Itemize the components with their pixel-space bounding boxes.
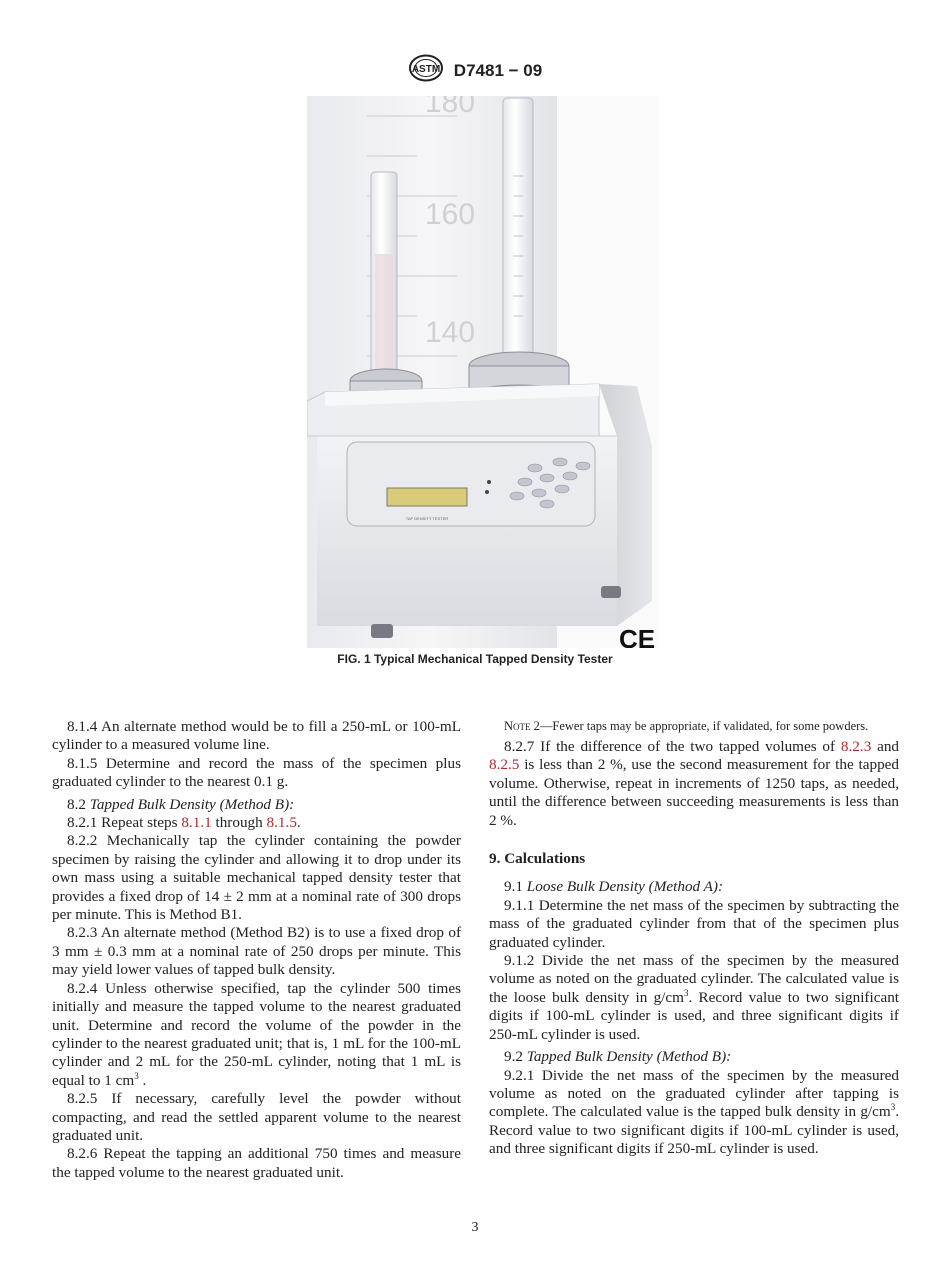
- subsection-9-2: 9.2 Tapped Bulk Density (Method B):: [504, 1048, 732, 1066]
- para-8-2-5: 8.2.5 If necessary, carefully level the powder without compacting, and read the settled apparent volume to the nearest graduated unit.: [52, 1090, 461, 1144]
- scale-label: 160: [425, 198, 476, 231]
- para-8-2-6: 8.2.6 Repeat the tapping an additional 750 times and measure the tapped volume to the nearest graduated unit.: [52, 1145, 461, 1181]
- reference-link[interactable]: 8.2.3: [840, 738, 872, 755]
- scale-label: 180: [425, 96, 476, 119]
- ce-mark: CE: [619, 624, 656, 648]
- subsection-9-1: 9.1 Loose Bulk Density (Method A):: [504, 878, 724, 896]
- para-8-1-4: 8.1.4 An alternate method would be to fill a 250-mL or 100-mL cylinder to a measured volume line.: [52, 718, 461, 754]
- para-8-1-5: 8.1.5 Determine and record the mass of the specimen plus graduated cylinder to the nearest 0.1 g.: [52, 754, 461, 791]
- reference-link[interactable]: 8.1.1: [181, 814, 212, 832]
- para-9-2-1: 9.2.1 Divide the net mass of the specimen by the measured volume as noted on the graduated cylinder after tapping is complete. The calculated value is the tapped bulk density in $g/cm^3$. Record value to two significant digits if 100-mL cylinder is used, and three significant digits if 250-mL cylinder is used.: [489, 1066, 899, 1158]
- svg-text:ASTM: ASTM: [411, 64, 440, 75]
- page-number: 3: [471, 1220, 479, 1235]
- left-column: [52, 718, 461, 1182]
- para-8-2-7: 8.2.7 If the difference of the two tapped volumes of 8.2.3 and 8.2.5 is less than 2 %, use the second measurement for the tapped volume. Otherwise, repeat in increments of 1250 taps, as needed, until the difference between succeeding measurements is less than 2 %.: [489, 738, 900, 829]
- note-2: Note 2—Fewer taps may be appropriate, if validated, for some powders.: [504, 719, 869, 733]
- tapped-density-tester-figure: [307, 96, 659, 648]
- para-8-2-4: 8.2.4 Unless otherwise specified, tap the cylinder 500 times initially and measure the tapped volume to the nearest graduated unit. Determine and record the volume of the powder in the cylinder to the nearest graduated unit; that is, 1 mL for the 100-mL cylinder and 2 mL for the 250-mL cylinder, noting that 1 mL is equal to 1 $cm^3$ .: [52, 979, 461, 1089]
- scale-label: 140: [425, 316, 476, 349]
- subsection-title: Tapped Bulk Density (Method B):: [526, 1048, 732, 1066]
- svg-text:TAP DENSITY TESTER: TAP DENSITY TESTER: [405, 516, 449, 521]
- reference-link[interactable]: 8.1.5: [266, 814, 297, 832]
- para-8-2-1: 8.2.1 Repeat steps 8.1.1 through 8.1.5.: [67, 814, 301, 832]
- para-8-2-2: 8.2.2 Mechanically tap the cylinder containing the powder specimen by raising the cylinder and allowing it to drop under its own mass using a suitable mechanical tapped density tester that provides a fixed drop of 14 ± 2 mm at a nominal rate of 300 drops per minute. This is Method B1.: [52, 832, 461, 924]
- figure-caption: FIG. 1 Typical Mechanical Tapped Density Tester: [337, 652, 613, 666]
- subsection-title: Tapped Bulk Density (Method B):: [89, 795, 295, 813]
- subsection-title: Loose Bulk Density (Method A):: [526, 878, 724, 896]
- para-8-2-3: 8.2.3 An alternate method (Method B2) is to use a fixed drop of 3 mm ± 0.3 mm at a nominal rate of 250 drops per minute. This may yield lower values of tapped bulk density.: [52, 924, 461, 979]
- section-heading: 9. Calculations: [489, 850, 586, 868]
- reference-link[interactable]: 8.2.5: [489, 756, 520, 774]
- subsection-8-2: 8.2 Tapped Bulk Density (Method B):: [67, 795, 295, 813]
- document-designation: D7481 − 09: [453, 60, 543, 80]
- astm-logo: [408, 54, 444, 87]
- page-header: [0, 54, 950, 87]
- para-9-1-2: 9.1.2 Divide the net mass of the specimen by the measured volume as noted on the graduated cylinder. The calculated value is the loose bulk density in $g/cm^3$. Record value to two significant digits if 100-mL cylinder is used, and three significant digits if 250-mL cylinder is used.: [489, 952, 900, 1043]
- right-column: [489, 718, 899, 1159]
- para-9-1-1: 9.1.1 Determine the net mass of the specimen by subtracting the mass of the graduated cylinder from that of the specimen plus graduated cylinder.: [489, 896, 899, 951]
